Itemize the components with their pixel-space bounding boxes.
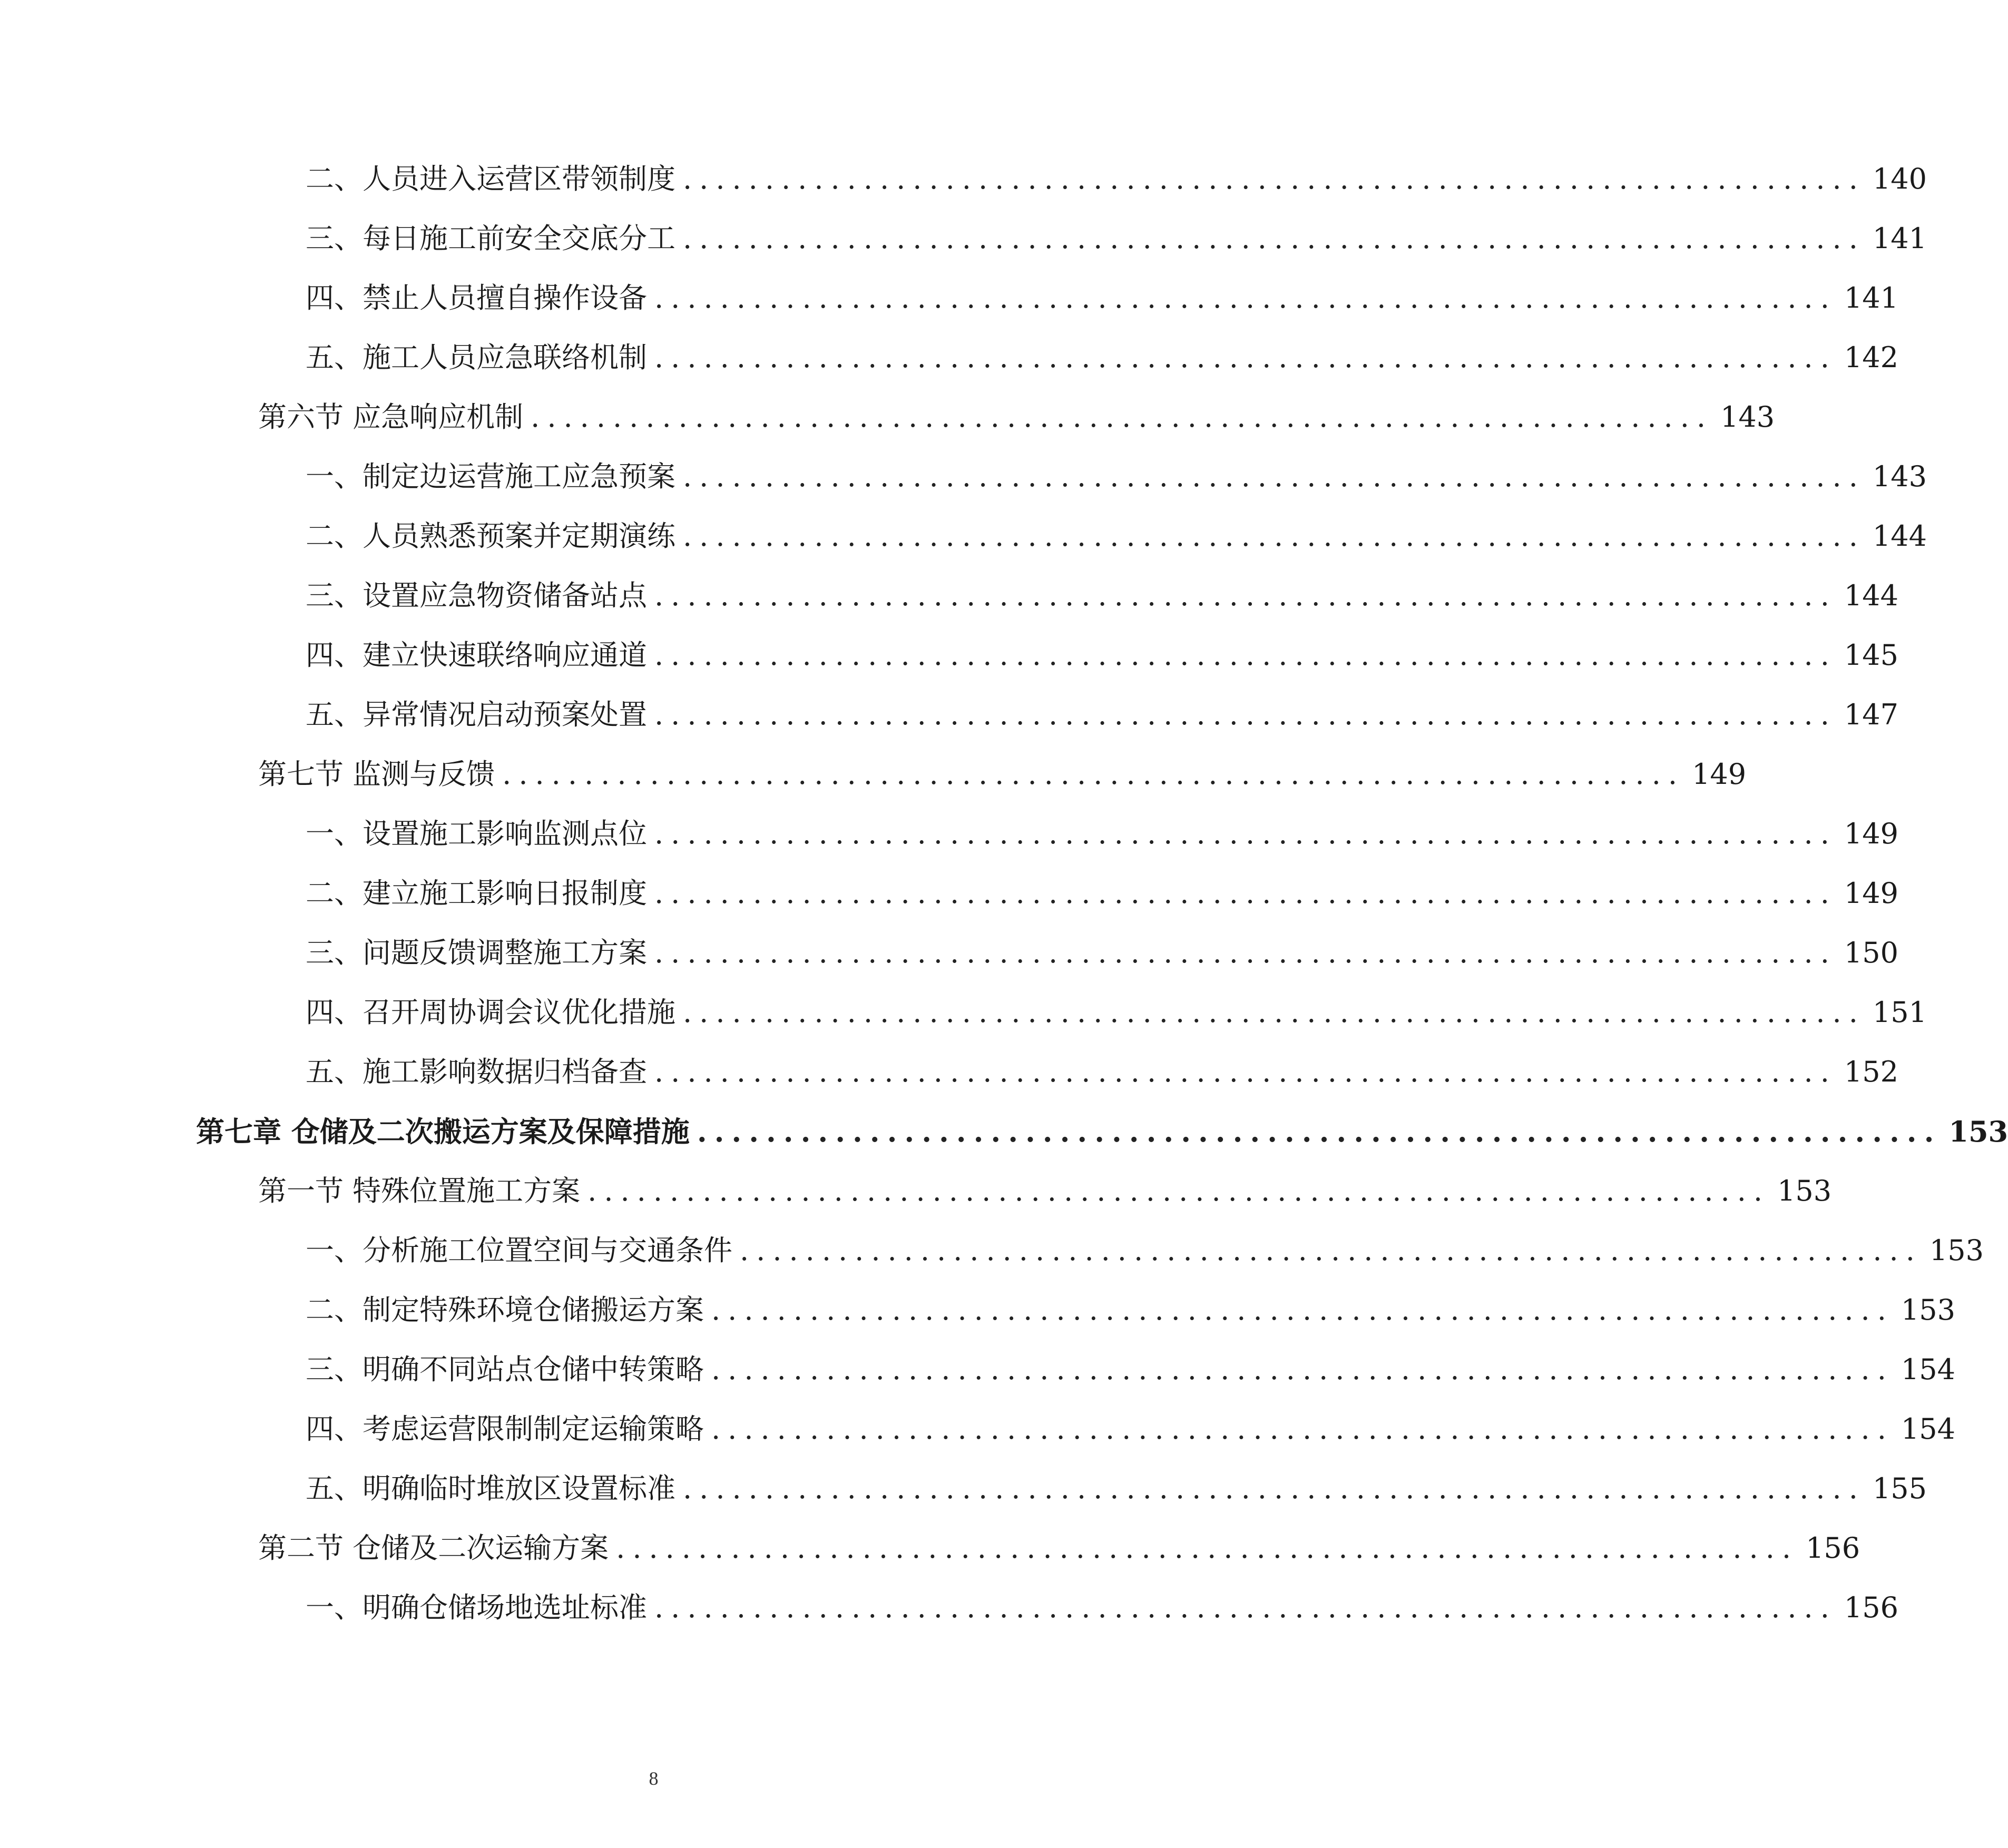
toc-entry-title: 四、考虑运营限制制定运输策略	[306, 1412, 704, 1446]
toc-entry[interactable]	[306, 813, 1898, 855]
toc-entry-page: 153	[1948, 1115, 2008, 1148]
toc-dot-leader: ........................................................................	[654, 579, 1837, 612]
toc-entry-title: 五、施工人员应急联络机制	[306, 341, 647, 374]
toc-entry-title: 二、制定特殊环境仓储搬运方案	[306, 1293, 704, 1326]
toc-entry[interactable]	[258, 753, 1747, 795]
toc-entry[interactable]	[306, 1289, 1955, 1331]
toc-dot-leader: ........................................................................	[683, 996, 1865, 1029]
toc-dot-leader: ........................................................................	[502, 758, 1685, 791]
toc-dot-leader: ........................................................................	[654, 281, 1837, 314]
toc-entry[interactable]	[306, 337, 1898, 379]
toc-entry[interactable]	[258, 1170, 1832, 1212]
toc-entry-page: 141	[1872, 222, 1927, 255]
toc-entry-title: 二、建立施工影响日报制度	[306, 877, 647, 910]
toc-entry[interactable]	[258, 396, 1775, 438]
toc-entry-title: 四、建立快速联络响应通道	[306, 638, 647, 672]
toc-entry-title: 一、分析施工位置空间与交通条件	[306, 1234, 732, 1267]
toc-entry[interactable]	[306, 1468, 1927, 1510]
toc-entry-page: 149	[1692, 758, 1747, 791]
toc-entry-page: 143	[1872, 460, 1927, 493]
toc-entry-title: 五、明确临时堆放区设置标准	[306, 1472, 675, 1505]
toc-entry-page: 143	[1720, 400, 1775, 434]
toc-entry[interactable]	[306, 1051, 1898, 1093]
toc-entry-page: 154	[1901, 1353, 1955, 1386]
toc-entry-page: 147	[1844, 698, 1898, 731]
toc-entry[interactable]	[306, 634, 1898, 676]
toc-entry[interactable]	[306, 515, 1927, 557]
toc-entry-title: 三、明确不同站点仓储中转策略	[306, 1353, 704, 1386]
toc-entry-page: 150	[1844, 936, 1898, 969]
toc-dot-leader: ........................................................................	[654, 638, 1837, 672]
toc-entry-page: 144	[1872, 519, 1927, 553]
toc-dot-leader: ........................................................................	[683, 519, 1865, 553]
toc-entry-page: 151	[1872, 996, 1927, 1029]
toc-entry[interactable]	[306, 158, 1927, 200]
toc-entry-page: 145	[1844, 638, 1898, 672]
toc-entry-page: 144	[1844, 579, 1898, 612]
toc-entry-page: 149	[1844, 817, 1898, 850]
toc-entry[interactable]	[306, 1408, 1955, 1450]
toc-entry-page: 149	[1844, 877, 1898, 910]
toc-entry[interactable]	[306, 991, 1927, 1034]
toc-dot-leader: ........................................................................	[616, 1531, 1799, 1565]
toc-entry[interactable]	[306, 872, 1898, 915]
toc-entry-page: 153	[1929, 1234, 1984, 1267]
toc-dot-leader: ........................................................................	[654, 936, 1837, 969]
toc-entry-title: 四、禁止人员擅自操作设备	[306, 281, 647, 314]
toc-dot-leader: ........................................................................	[711, 1293, 1894, 1326]
toc-entry-title: 三、问题反馈调整施工方案	[306, 936, 647, 969]
toc-entry-page: 153	[1777, 1174, 1832, 1207]
toc-entry-title: 第七节 监测与反馈	[258, 758, 495, 791]
toc-entry-title: 五、施工影响数据归档备查	[306, 1055, 647, 1088]
toc-entry-page: 155	[1872, 1472, 1927, 1505]
toc-dot-leader: ........................................................................	[683, 1472, 1865, 1505]
toc-entry-title: 第六节 应急响应机制	[258, 400, 524, 434]
toc-dot-leader: ........................................................................	[711, 1412, 1894, 1446]
toc-entry[interactable]	[306, 456, 1927, 498]
toc-entry[interactable]	[306, 218, 1927, 260]
toc-entry[interactable]	[196, 1110, 2008, 1153]
toc-dot-leader: ........................................................................	[654, 341, 1837, 374]
toc-dot-leader: ........................................................................	[683, 222, 1865, 255]
toc-entry-page: 156	[1806, 1531, 1860, 1565]
toc-entry-title: 一、明确仓储场地选址标准	[306, 1591, 647, 1624]
toc-entry[interactable]	[306, 932, 1898, 974]
toc-dot-leader: ........................................................................	[654, 1591, 1837, 1624]
toc-entry-title: 二、人员熟悉预案并定期演练	[306, 519, 675, 553]
toc-entry[interactable]	[306, 277, 1898, 319]
toc-dot-leader: ........................................................................	[740, 1234, 1922, 1267]
toc-entry-title: 第一节 特殊位置施工方案	[258, 1174, 581, 1207]
toc-entry-page: 142	[1844, 341, 1898, 374]
toc-dot-leader: ........................................................................	[654, 877, 1837, 910]
toc-entry[interactable]	[258, 1527, 1860, 1569]
toc-dot-leader: ........................................................................	[683, 162, 1865, 195]
toc-entry-title: 三、每日施工前安全交底分工	[306, 222, 675, 255]
toc-entry-page: 141	[1844, 281, 1898, 314]
toc-entry-page: 152	[1844, 1055, 1898, 1088]
toc-dot-leader: ........................................................................	[531, 400, 1713, 434]
toc-dot-leader: ........................................................................	[654, 817, 1837, 850]
toc-entry-title: 二、人员进入运营区带领制度	[306, 162, 675, 195]
toc-entry[interactable]	[306, 575, 1898, 617]
toc-entry-title: 三、设置应急物资储备站点	[306, 579, 647, 612]
toc-entry[interactable]	[306, 1230, 1984, 1272]
toc-dot-leader: ........................................................................	[711, 1353, 1894, 1386]
toc-entry-page: 154	[1901, 1412, 1955, 1446]
toc-entry-title: 五、异常情况启动预案处置	[306, 698, 647, 731]
toc-entry[interactable]	[306, 1587, 1898, 1629]
toc-dot-leader: ........................................................................	[587, 1174, 1770, 1207]
toc-entry-page: 140	[1872, 162, 1927, 195]
toc-entry-page: 156	[1844, 1591, 1898, 1624]
page-number: 8	[649, 1768, 659, 1789]
toc-entry[interactable]	[306, 694, 1898, 736]
toc-entry-title: 一、设置施工影响监测点位	[306, 817, 647, 850]
toc-dot-leader: ........................................................................	[683, 460, 1865, 493]
toc-dot-leader: ........................................................................	[654, 698, 1837, 731]
toc-entry-title: 第二节 仓储及二次运输方案	[258, 1531, 609, 1565]
toc-entry[interactable]	[306, 1349, 1955, 1391]
toc-entry-page: 153	[1901, 1293, 1955, 1326]
toc-dot-leader: ........................................................................	[697, 1115, 1942, 1148]
toc-dot-leader: ........................................................................	[654, 1055, 1837, 1088]
toc-entry-title: 一、制定边运营施工应急预案	[306, 460, 675, 493]
toc-entry-title: 四、召开周协调会议优化措施	[306, 996, 675, 1029]
toc-entry-title: 第七章 仓储及二次搬运方案及保障措施	[196, 1115, 690, 1148]
